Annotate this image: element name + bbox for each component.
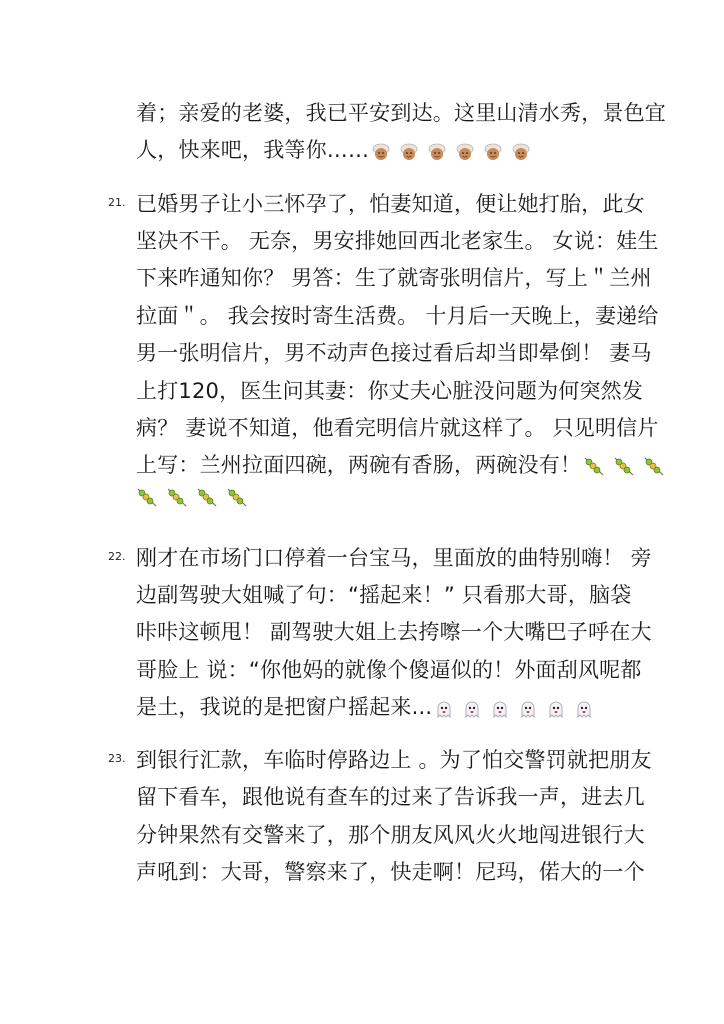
skewer-icon: [613, 455, 635, 477]
item-line: 病？ 妻说不知道，他看完明信片就这样了。 只见明信片: [136, 416, 659, 440]
grandma-face-icon: [427, 142, 447, 162]
ghost-icon: [434, 699, 454, 719]
skewer-icon: [196, 486, 218, 508]
item-line: [136, 455, 666, 477]
intro-line: [136, 140, 532, 162]
skewer-icon: [226, 486, 248, 508]
item-number: 23.: [108, 752, 126, 765]
item-line-text: 上写：兰州拉面四碗，两碗有香肠，两碗没有！: [136, 453, 582, 477]
skewer-icon: [643, 455, 665, 477]
intro-line: 着；亲爱的老婆，我已平安到达。这里山清水秀，景色宜: [136, 101, 666, 125]
ghost-emoji-row: [434, 698, 594, 719]
item-line: 坚决不干。 无奈，男安排她回西北老家生。 女说：娃生: [136, 229, 659, 253]
grandma-face-icon: [483, 142, 503, 162]
item-line-text: 是土，我说的是把窗户摇起来...: [136, 695, 433, 719]
grandma-emoji-row: [371, 141, 531, 162]
ghost-icon: [546, 699, 566, 719]
item-line: 已婚男子让小三怀孕了，怕妻知道，便让她打胎，此女: [136, 192, 645, 216]
item-line: 到银行汇款，车临时停路边上 。为了怕交警罚就把朋友: [136, 748, 652, 772]
item-line: 刚才在市场门口停着一台宝马，里面放的曲特别嗨！ 旁: [136, 546, 652, 570]
grandma-face-icon: [511, 142, 531, 162]
ghost-icon: [518, 699, 538, 719]
item-line: 咔咔这顿甩！ 副驾驶大姐上去挎嚓一个大嘴巴子呼在大: [136, 620, 652, 644]
skewer-emoji-row-2: [136, 486, 249, 508]
item-line: 边副驾驶大姐喊了句：“摇起来！” 只看那大哥，脑袋: [136, 583, 632, 607]
skewer-icon: [166, 486, 188, 508]
ghost-icon: [574, 699, 594, 719]
ghost-icon: [462, 699, 482, 719]
skewer-icon: [136, 486, 158, 508]
item-line: 下来咋通知你？ 男答：生了就寄张明信片，写上＂兰州: [136, 266, 652, 290]
skewer-icon: [583, 455, 605, 477]
item-line: [136, 697, 595, 719]
item-line: 留下看车，跟他说有查车的过来了告诉我一声，进去几: [136, 785, 645, 809]
item-line: 声吼到：大哥，警察来了，快走啊！尼玛，偌大的一个: [136, 860, 645, 884]
ghost-icon: [490, 699, 510, 719]
item-line: 男一张明信片，男不动声色接过看后却当即晕倒！ 妻马: [136, 341, 652, 365]
skewer-emoji-row: [583, 455, 666, 477]
item-line: 哥脸上 说：“你他妈的就像个傻逼似的！外面刮风呢都: [136, 658, 642, 682]
grandma-face-icon: [455, 142, 475, 162]
item-number: 22.: [108, 550, 126, 563]
item-line: 拉面＂。 我会按时寄生活费。 十月后一天晚上，妻递给: [136, 304, 659, 328]
intro-line-text: 人，快来吧，我等你……: [136, 138, 370, 162]
item-line: 分钟果然有交警来了，那个朋友风风火火地闯进银行大: [136, 823, 645, 847]
item-line: 上打120，医生问其妻：你丈夫心脏没问题为何突然发: [136, 379, 644, 403]
grandma-face-icon: [399, 142, 419, 162]
grandma-face-icon: [371, 142, 391, 162]
item-number: 21.: [108, 196, 126, 209]
